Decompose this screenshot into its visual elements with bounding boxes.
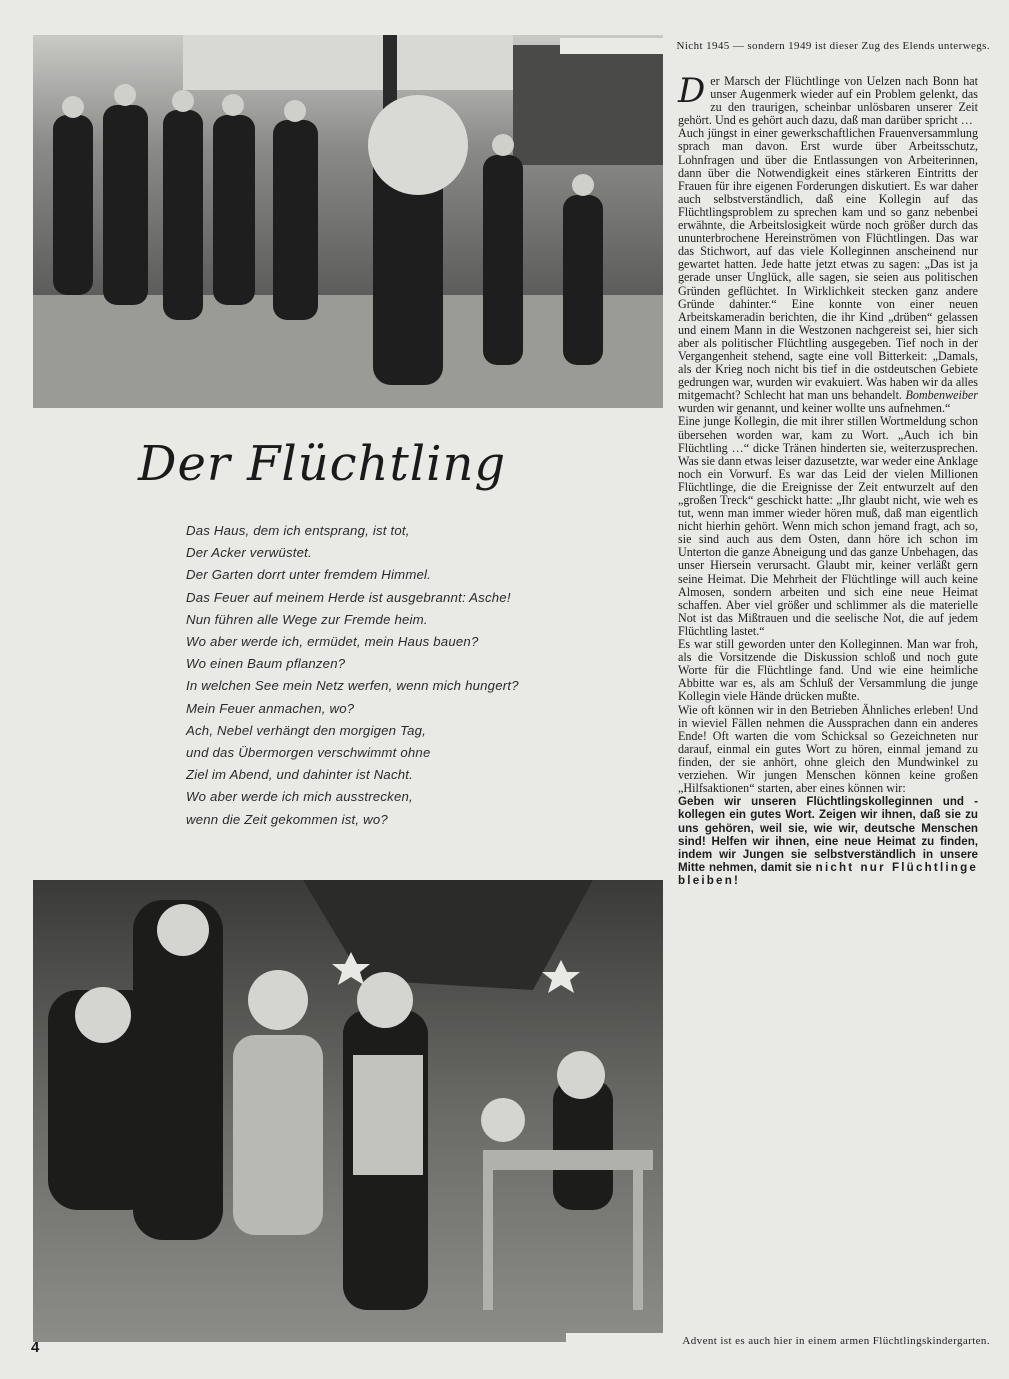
- article-paragraph: [678, 71, 978, 128]
- closing-spaced-text: nicht nur Flüchtlinge bleiben!: [678, 861, 978, 888]
- poem: [186, 520, 656, 831]
- article-paragraph: Wie oft können wir in den Betrieben Ähnliches erleben! Und in wieviel Fällen nehmen die Aussprachen dann ein anderes Ende! Oft warten die vom Schicksal so Gezeichneten nur darauf, einmal ein gutes Wort zu hören, einmal jemand zu finden, der sie anhört, ohne gleich den Mundwinkel zu verziehen. Wir jungen Menschen können keine großen „Hilfsaktionen“ starten, aber eines können wir:: [678, 702, 978, 796]
- poem-line: Mein Feuer anmachen, wo?: [186, 700, 355, 716]
- poem-line: Ach, Nebel verhängt den morgigen Tag,: [186, 722, 427, 738]
- article-text: Auch jüngst in einer gewerkschaftlichen Frauenversammlung sprach man davon. Erst wurde über Arbeitsschutz, Lohnfragen und über die Entlassungen von Arbeiterinnen, dann über die Notwendigkeit eines stärkeren Eintritts der Frauen für ihre eigenen Forderungen diskutiert. Es war daher auch selbstverständlich, daß eine Kollegin auf das Flüchtlingsproblem zu sprechen kam und so ganz nebenbei erwähnte, die Arbeitslosigkeit würde noch größer durch das ununterbrochene Hereinströmen von Flüchtlingen. Das war das Stichwort, auf das viele Kolleginnen anscheinend nur gewartet hatten. Jede hatte jetzt etwas zu sagen: „Das ist ja gerade unser Unglück, alle sagen, sie seien aus politischen Gründen geflüchtet. In Wirklichkeit stecken ganz andere Gründe dahinter.“ Eine konnte von einer neuen Arbeitskameradin berichten, die ihr Kind „drüben“ gelassen und einem Mann in die Westzonen nachgereist sei, hier sich aber als politischer Flüchtling ausgegeben. Tief noch in der Vergangenheit stehend, sagte eine voll Bitterkeit: „Damals, als der Krieg noch nicht bis tief in die ostdeutschen Gebiete gedrungen war, wurden wir evakuiert. Was haben wir da alles mitgemacht? Schlecht hat man uns behandelt.: [678, 126, 978, 403]
- article-text: wurden wir genannt, und keiner wollte uns aufnehmen.“: [678, 401, 951, 416]
- article-paragraph: Es war still geworden unter den Kolleginnen. Man war froh, als die Vorsitzende die Diskussion schloß und noch gute Worte für die Flüchtlinge fand. Und wie eine heimliche Abbitte war es, als am Schluß der Versammlung die junge Kollegin viele Hände drücken mußte.: [678, 637, 978, 704]
- top-photo-caption: Nicht 1945 — sondern 1949 ist dieser Zug des Elends unterwegs.: [560, 38, 996, 54]
- poem-line: wenn die Zeit gekommen ist, wo?: [186, 811, 388, 827]
- kindergarten-image: [33, 880, 663, 1342]
- poem-line: Der Garten dorrt unter fremdem Himmel.: [186, 567, 432, 583]
- poem-line: Der Acker verwüstet.: [186, 545, 312, 561]
- closing-appeal: [678, 795, 978, 887]
- closing-text: Geben wir unseren Flüchtlingskolleginnen und -kollegen ein gutes Wort. Zeigen wir ihnen, daß sie zu uns gehören, weil sie, wie wir, deutsche Menschen sind! Helfen wir ihnen, eine neue Heimat zu finden, indem wir Jungen sie selbstverständlich in unsere Mitte nehmen, damit sie: [678, 795, 978, 875]
- article-paragraph: [678, 127, 978, 415]
- poem-line: und das Übermorgen verschwimmt ohne: [186, 745, 431, 761]
- article-emphasis: Bombenweiber: [905, 388, 978, 403]
- poem-line: Wo einen Baum pflanzen?: [186, 656, 346, 672]
- poem-line: Nun führen alle Wege zur Fremde heim.: [186, 611, 428, 627]
- poem-line: Wo aber werde ich, ermüdet, mein Haus bauen?: [186, 634, 479, 650]
- bottom-photo-caption: Advent ist es auch hier in einem armen Flüchtlingskindergarten.: [566, 1333, 996, 1349]
- poem-line: Wo aber werde ich mich ausstrecken,: [186, 789, 413, 805]
- dropcap: D: [678, 71, 706, 111]
- page-number: 4: [31, 1339, 40, 1356]
- poem-line: Das Feuer auf meinem Herde ist ausgebrannt: Asche!: [186, 589, 511, 605]
- refugee-march-photo: [33, 35, 663, 408]
- poem-line: Ziel im Abend, und dahinter ist Nacht.: [186, 767, 414, 783]
- article-text: er Marsch der Flüchtlinge von Uelzen nach Bonn hat unser Augenmerk wieder auf ein Problem gelenkt, das zu den traurigen, scheinbar unlösbaren unserer Zeit gehört. Und es gehört auch dazu, daß man darüber spricht …: [678, 74, 978, 128]
- poem-line: Das Haus, dem ich entsprang, ist tot,: [186, 523, 410, 538]
- article-column: [678, 71, 978, 1320]
- article-paragraph: Eine junge Kollegin, die mit ihrer stillen Wortmeldung schon übersehen worden war, kam zu Wort. „Auch ich bin Flüchtling …“ dicke Tränen hinderten sie, weiterzusprechen. Was sie dann etwas leiser dazusetzte, war weder eine Anklage noch ein Vorwurf. Es war das Leid der vielen Millionen Flüchtlinge, die die Ereignisse der Zeit entwurzelt auf den „großen Treck“ geschickt hatte: „Ihr glaubt nicht, wie weh es tut, wenn man immer wieder hören muß, daß man eigentlich nicht hierhin gehört. Wenn mich schon jemand fragt, ach so, sie sind auch aus dem Osten, dann höre ich schon im Unterton die ganze Abneigung und das ganze Unbehagen, das unser Hiersein verursacht. Glaubt mir, keiner verläßt gern seine Heimat. Die Mehrheit der Flüchtlinge will auch keine Almosen, sondern arbeiten und sich eine neue Heimat schaffen. Aber viel größer und schlimmer als die materielle Not ist das Mißtrauen und die seelische Not, die auf jedem Flüchtling lastet.“: [678, 414, 978, 638]
- page-title: Der Flüchtling: [138, 436, 507, 492]
- kindergarten-photo: [33, 880, 663, 1342]
- poem-line: In welchen See mein Netz werfen, wenn mich hungert?: [186, 678, 519, 694]
- refugee-march-image: [33, 35, 663, 408]
